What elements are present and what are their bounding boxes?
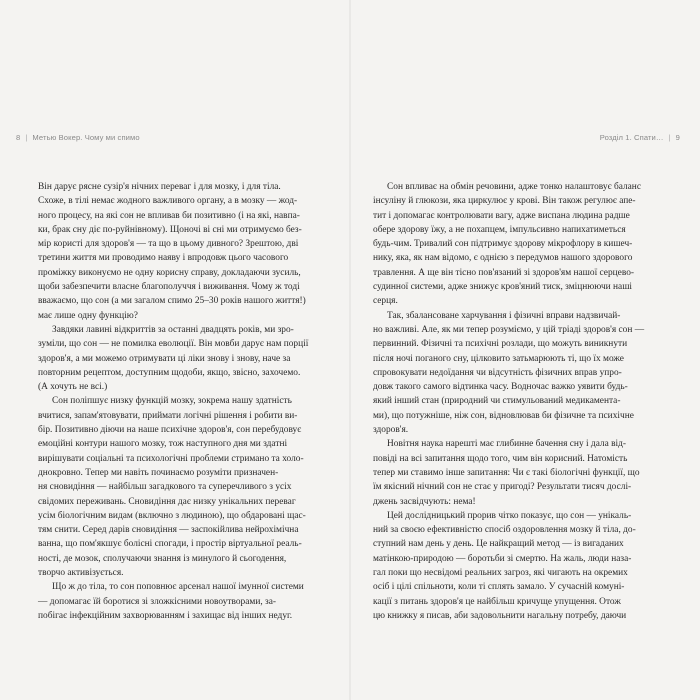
text-line: ний за своєю ефективністю спосіб оздоровлення мозку й тіла, до- <box>373 525 636 536</box>
text-line: ня сновидіння — найбільш загадкового та суперечливого з усіх <box>38 482 292 493</box>
text-line: ванна, що пом'якшує болісні спогади, і простір віртуальної реаль- <box>38 539 302 550</box>
text-line: будь-чим. Тривалий сон підтримує здорову мікрофлору в кишеч- <box>373 239 633 250</box>
paragraph <box>38 394 328 580</box>
text-line: вважаємо, що сон (а ми загалом спимо 25–30 років нашого життя!) <box>38 296 306 307</box>
text-line: джень засвідчують: нема! <box>373 496 476 507</box>
right-page-number: 9 <box>675 133 680 142</box>
text-line: щоби забезпечити власне благополуччя і виживання. Чому ж тоді <box>38 282 300 293</box>
text-line: Сон впливає на обмін речовини, адже тонко налаштовує баланс <box>387 182 641 192</box>
text-line: зуміли, що сон — не помилка еволюції. Він мовби дарує нам порції <box>38 339 309 350</box>
text-line: який інший стан (природний чи стимульований медикамента- <box>373 396 621 407</box>
text-line: Що ж до тіла, то сон поповнює арсенал нашої імунної системи <box>52 582 304 593</box>
left-running-header <box>16 133 140 142</box>
text-line: Так, збалансоване харчування і фізичні вправи надзвичай- <box>387 310 621 321</box>
text-line: мір користі для здоров'я — та що в цьому дивного? Зрештою, дві <box>38 239 299 250</box>
text-line: тепер ми ставимо інше запитання: Чи є такі біологічні функції, що <box>373 467 640 478</box>
text-line: днокровно. Тепер ми навіть починаємо розуміти призначен- <box>38 467 279 478</box>
text-line: ки, брак сну діє по-руйнівному). Щоночі ві сні ми отримуємо без- <box>38 224 302 235</box>
text-line: їм якісний нічний сон не стає у пригоді? Результати тисяч дослі- <box>373 482 632 493</box>
book-gutter <box>349 0 351 700</box>
text-line: нику, яка, як нам відомо, є однією з передумов нашого здорового <box>373 253 633 264</box>
left-page-body <box>38 180 328 623</box>
text-line: проміжку виконуємо не одну корисну справу, докладаючи зусиль, <box>38 267 301 278</box>
text-line: ного процесу, на які сон не впливав би позитивно (і на які, навпа- <box>38 210 300 221</box>
text-line: обере здорову їжу, а не похапцем, імпульсивно напихатиметься <box>373 224 626 235</box>
text-line: інсуліну й глюкози, яка циркулює у крові. Він також регулює апе- <box>373 196 636 207</box>
text-line: здоров'я. <box>373 425 409 436</box>
text-line: вирішувати соціальні та психологічні проблеми стримано та холо- <box>38 453 304 464</box>
text-line: тям снити. Серед дарів сновидіння — заспокійлива нейрохімічна <box>38 525 299 536</box>
text-line: но важливі. Але, як ми тепер розуміємо, у цій тріаді здоров'я сон — <box>373 324 645 335</box>
text-line: Новітня наука нарешті має глибинне бачення сну і дала від- <box>387 439 627 450</box>
paragraph <box>38 580 328 623</box>
text-line: цю книжку я писав, аби задовольнити нагальну потребу, даючи <box>373 610 627 621</box>
text-line: первинний. Фізичні та психічні розлади, що можуть виникнути <box>373 339 628 350</box>
text-line: кації з питань здоров'я це найбільш кричуще упущення. Отож <box>373 596 621 607</box>
text-line: Завдяки лавині відкриттів за останні двадцять років, ми зро- <box>52 324 294 335</box>
text-line: свідомих переживань. Сновидіння дає низку унікальних переваг <box>38 496 296 507</box>
paragraph <box>373 437 665 508</box>
text-line: має лише одну функцію? <box>38 310 138 321</box>
text-line: тит і допомагає контролювати вагу, адже виспана людина радше <box>373 210 630 221</box>
text-line: — допомагає їй боротися зі зложкісними новоутворами, за- <box>38 596 277 607</box>
right-header-separator: | <box>668 133 671 142</box>
text-line: осіб і цілі спільноти, коли ті сплять замало. У сучасній комуні- <box>373 582 625 593</box>
text-line: вчитися, запам'ятовувати, приймати логічні рішення і робити ви- <box>38 410 298 421</box>
paragraph <box>38 323 328 394</box>
text-line: ступний нам день у день. Це найкращий метод — із вигаданих <box>373 539 624 550</box>
paragraph <box>38 180 328 323</box>
text-line: спровокувати недоїдання чи відсутність фізичних вправ упро- <box>373 367 622 378</box>
text-line: бір. Позитивно діючи на наше психічне здоров'я, сон перебудовує <box>38 425 302 436</box>
text-line: Цей дослідницький прорив чітко показує, що сон — унікаль- <box>387 510 632 521</box>
text-line: (А хочуть не всі.) <box>38 382 108 393</box>
left-running-title: Метью Вокер. Чому ми спимо <box>32 133 140 142</box>
text-line: гал поки що несвідомі реальних загроз, які чигають на окремих <box>373 568 628 579</box>
text-line: судинної системи, адже знижує кров'яний тиск, зміцнюючи наші <box>373 282 633 293</box>
right-page-body <box>373 180 665 623</box>
text-line: серця. <box>373 296 398 307</box>
right-running-header <box>600 133 680 142</box>
text-line: Він дарує рясне сузір'я нічних переваг і для мозку, і для тіла. <box>38 182 281 192</box>
text-line: травлення. А ще він тісно пов'язаний зі здоров'ям нашої серцево- <box>373 267 634 278</box>
text-line: після ночі поганого сну, цілковито затьмарюють ті, що їх може <box>373 353 624 364</box>
text-line: усім біологічним видам (включно з людиною), що обдаровані щас- <box>38 510 306 521</box>
text-line: побігає інфекційним захворюванням і захищає від інших недуг. <box>38 610 293 621</box>
text-line: третини життя ми проводимо наяву і впродовж цього часового <box>38 253 289 264</box>
text-line: повторним рецептом, доступним щодоби, якщо, звісно, захочемо. <box>38 367 301 378</box>
paragraph <box>373 180 665 309</box>
paragraph <box>373 509 665 623</box>
text-line: повіді на всі запитання щодо того, чим він корисний. Натомість <box>373 453 628 464</box>
left-header-separator: | <box>25 133 28 142</box>
left-page-number: 8 <box>16 133 21 142</box>
text-line: Сон поліпшує низку функцій мозку, зокрема нашу здатність <box>52 396 292 407</box>
text-line: ми), що потужніше, ніж сон, відновлював би фізичне та психічне <box>373 410 634 421</box>
text-line: творчо активізується. <box>38 568 124 579</box>
paragraph <box>373 309 665 438</box>
text-line: ності, де мозок, сполучаючи знання із минулого й сьогодення, <box>38 553 287 564</box>
text-line: довж такого самого відтинка часу. Водночас важко уявити будь- <box>373 382 628 393</box>
text-line: Схоже, в тілі немає жодного важливого органу, а в мозку — жод- <box>38 196 298 207</box>
right-running-title: Розділ 1. Спати… <box>599 133 664 142</box>
text-line: емоційні контури нашого мозку, тож наступного дня ми здатні <box>38 439 288 450</box>
text-line: здоров'я, а ми можемо отримувати ці ліки знову і знову, наче за <box>38 353 291 364</box>
text-line: матінкою-природою — боротьби зі смертю. На жаль, люди наза- <box>373 553 632 564</box>
